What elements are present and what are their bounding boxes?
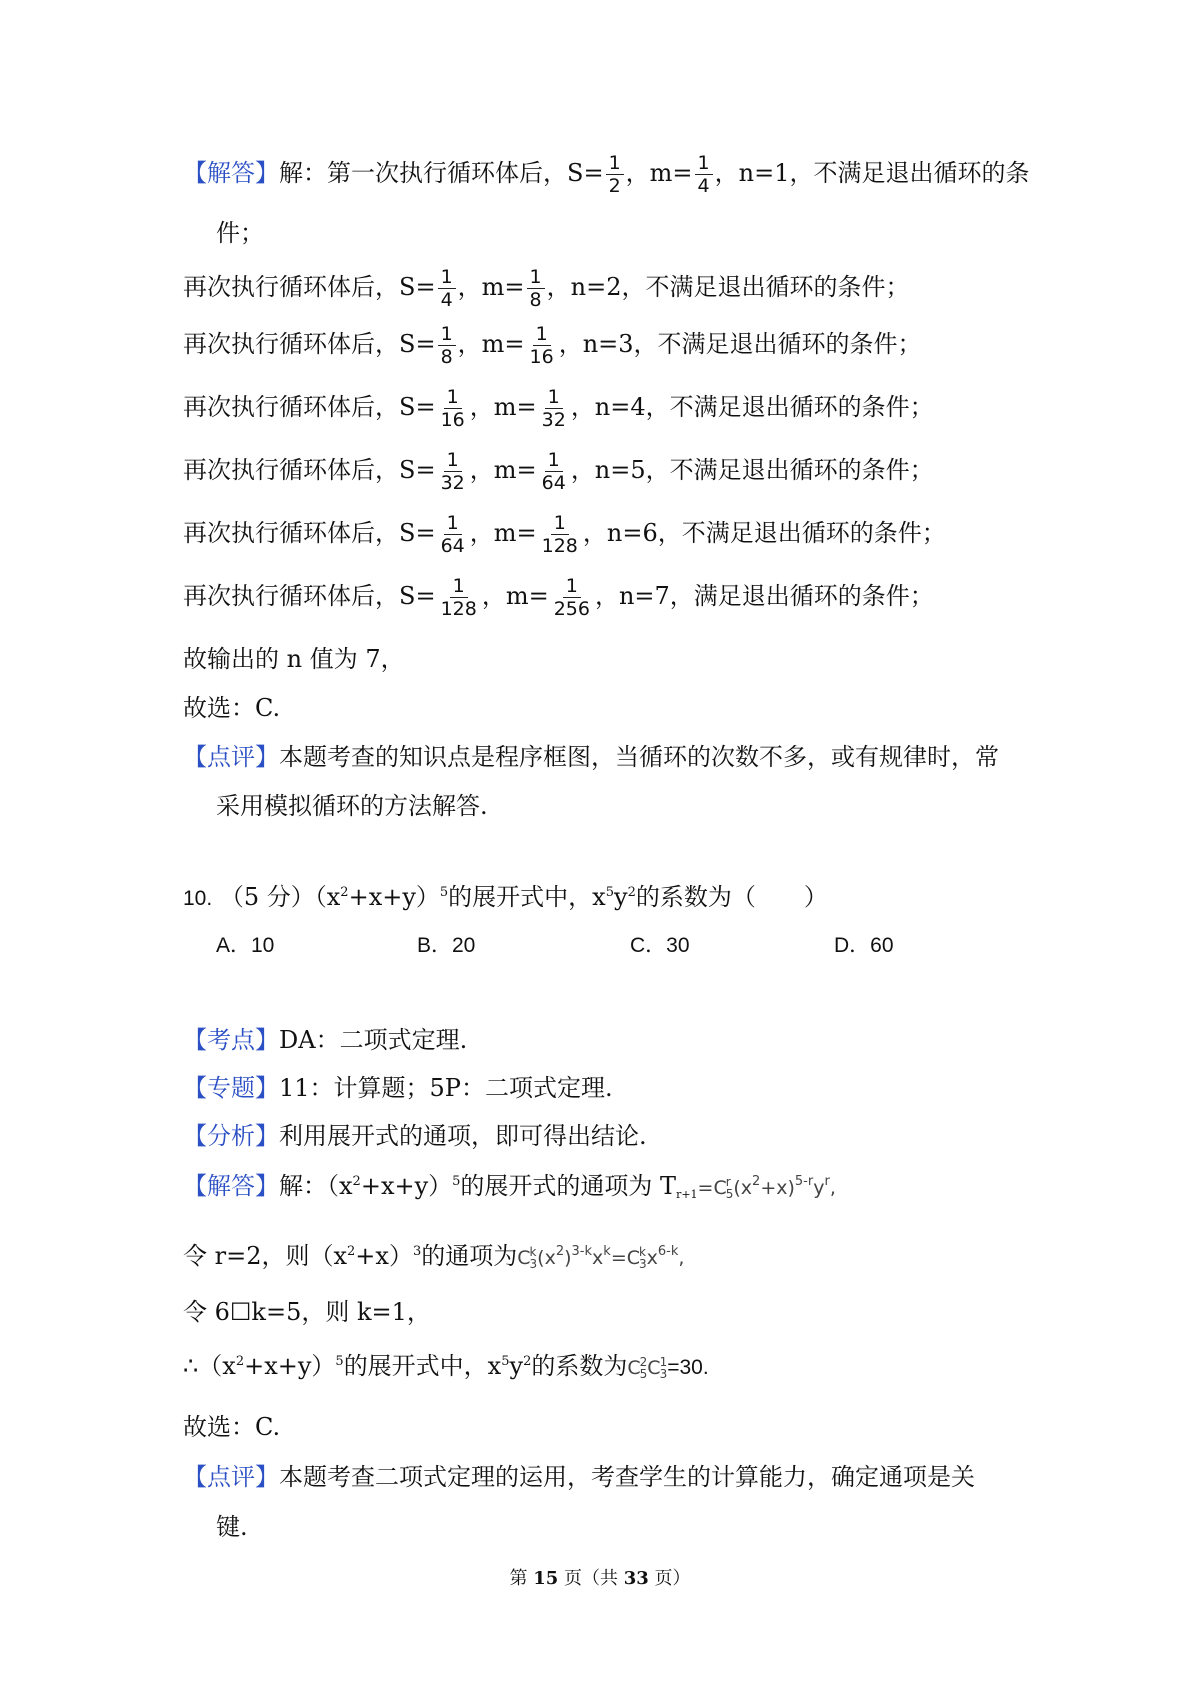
zhuanti-line: 【专题】11：计算题；5P：二项式定理. (183, 1074, 613, 1102)
answer-tag: 【解答】 (183, 159, 279, 187)
option-c: C．30 (630, 934, 690, 957)
choice-line: 故选：C. (183, 1413, 281, 1441)
comment-tag: 【点评】 (183, 743, 279, 771)
jieda-line-3: 令 6☐k=5，则 k=1， (183, 1298, 431, 1326)
comment-line-1: 【点评】本题考查二项式定理的运用，考查学生的计算能力，确定通项是关 (183, 1463, 975, 1491)
output-line: 故输出的 n 值为 7， (183, 645, 405, 673)
fraction: $\frac{1}{4}$ (695, 152, 713, 197)
fenxi-line: 【分析】利用展开式的通项，即可得出结论. (183, 1122, 647, 1150)
option-a: A．10 (216, 934, 275, 957)
option-b: B．20 (417, 934, 476, 957)
page-number: 15 (533, 1568, 559, 1589)
question-stem: 10. （5 分）$(x^2+x+y)^5$的展开式中，$x^5y^2$的系数为（ ） (183, 883, 828, 911)
iteration-line: 再次执行循环体后，S= $\frac{1}{8}$ ，m= $\frac{1}{16}$ ，n=3，不满足退出循环的条件； (183, 323, 922, 368)
iteration-line: 再次执行循环体后，S= $\frac{1}{128}$ ，m= $\frac{1}{256}$ ，n=7，满足退出循环的条件； (183, 575, 934, 620)
jieda-line-1: 【解答】解：$(x^2+x+y)^5$的展开式的通项为 $T_{r+1}=C$ r 5 $(x^2+x)^{5-r}y^r$, (183, 1172, 836, 1201)
comment-line-2: 键. (216, 1513, 248, 1541)
choice-line: 故选：C. (183, 694, 281, 722)
jieda-line-4: $\therefore(x^2+x+y)^5$的展开式中，$x^5y^2$的系数为C 2 5 C 1 3 =30. (183, 1352, 709, 1381)
iteration-line: 再次执行循环体后，S= $\frac{1}{32}$ ，m= $\frac{1}{64}$ ，n=5，不满足退出循环的条件； (183, 449, 934, 494)
jieda-line-2: 令 r=2，则$(x^2+x)^3$的通项为C k 3 $(x^2)^{3-k}x^k=C$ k 3 $x^{6-k}$, (183, 1242, 685, 1271)
iteration-line: 再次执行循环体后，S= $\frac{1}{64}$ ，m= $\frac{1}{128}$ ，n=6，不满足退出循环的条件； (183, 512, 946, 557)
fraction: $\frac{1}{2}$ (606, 152, 624, 197)
comment-line-1: 【点评】本题考查的知识点是程序框图，当循环的次数不多，或有规律时，常 (183, 743, 999, 771)
kaodian-line: 【考点】DA：二项式定理. (183, 1026, 468, 1054)
solution-line-1: 【解答】解：第一次执行循环体后，S= $\frac{1}{2}$ ，m= $\frac{1}{4}$ ，n=1，不满足退出循环的条 (183, 152, 1030, 197)
page-total: 33 (623, 1568, 649, 1589)
iteration-line: 再次执行循环体后，S= $\frac{1}{4}$ ，m= $\frac{1}{8}$ ，n=2，不满足退出循环的条件； (183, 266, 910, 311)
comment-line-2: 采用模拟循环的方法解答. (216, 792, 488, 820)
option-d: D．60 (834, 934, 894, 957)
iteration-line: 再次执行循环体后，S= $\frac{1}{16}$ ，m= $\frac{1}{32}$ ，n=4，不满足退出循环的条件； (183, 386, 934, 431)
page-footer: 第 15 页（共 33 页） (509, 1568, 691, 1589)
solution-line-1-cont: 件； (216, 219, 264, 247)
